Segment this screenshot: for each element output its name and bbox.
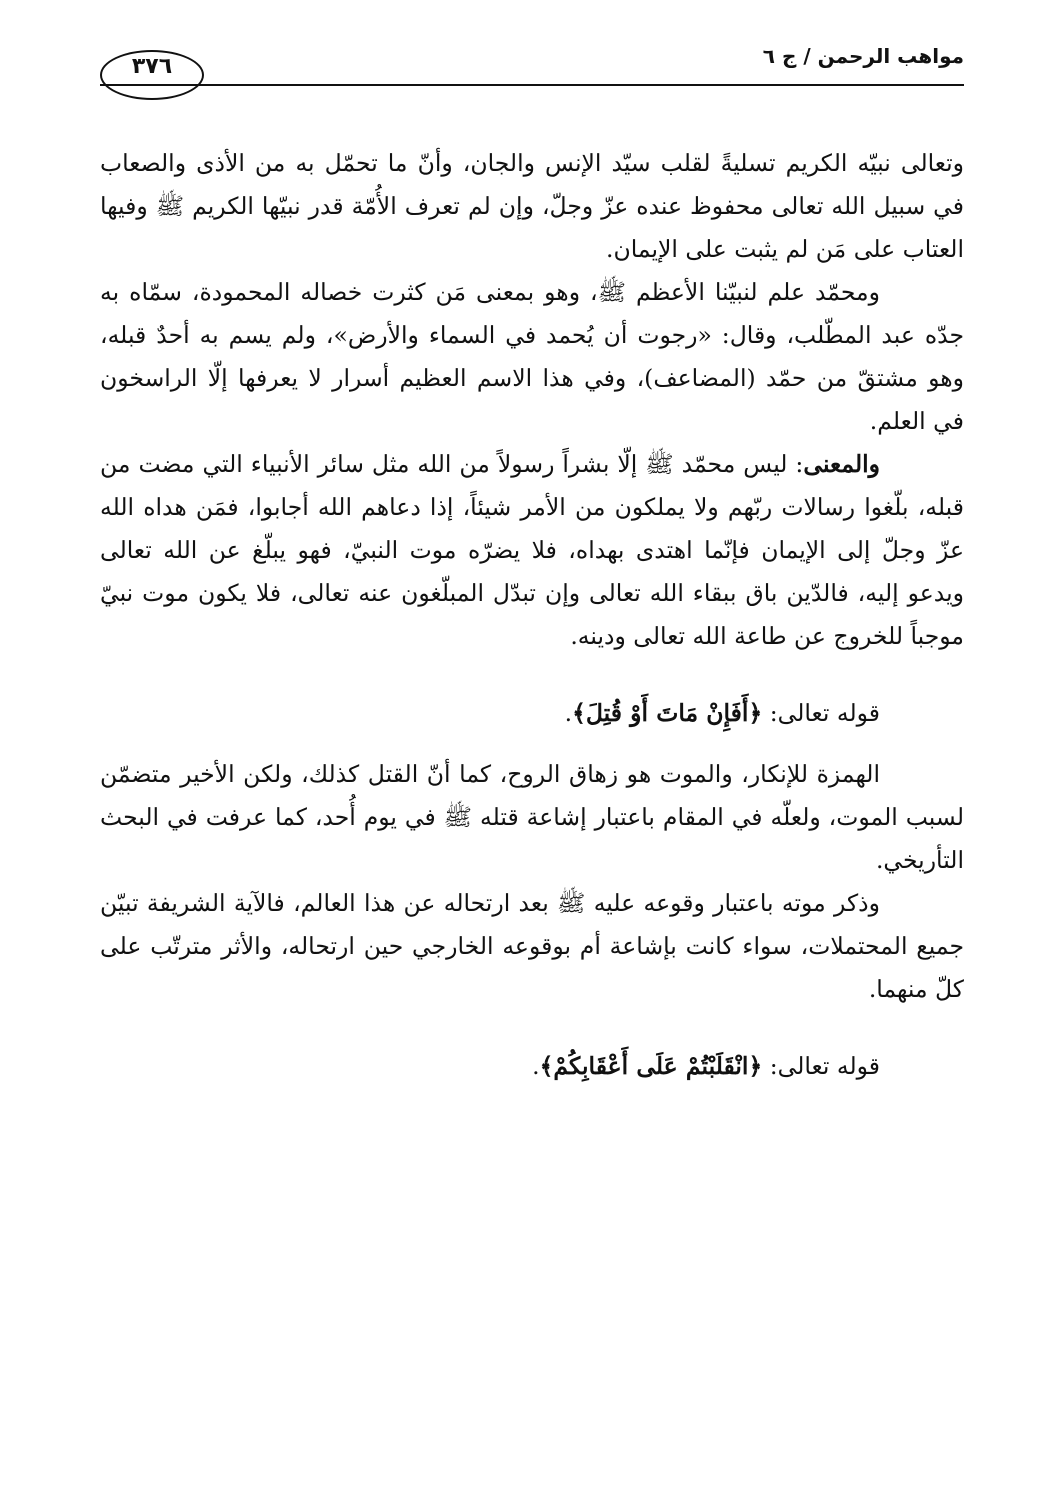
verse-heading-1-verse: ﴿أَفَإِنْ مَاتَ أَوْ قُتِلَ﴾ xyxy=(572,699,763,727)
running-title: مواهب الرحمن / ج ٦ xyxy=(762,44,964,68)
verse-heading-1-prefix: قوله تعالى: xyxy=(762,699,880,727)
paragraph-1: وتعالى نبيّه الكريم تسليةً لقلب سيّد الإنس والجان، وأنّ ما تحمّل به من الأذى والصعاب في سبيل الله تعالى محفوظ عنده عزّ وجلّ، وإن لم تعرف الأُمّة قدر نبيّها الكريم ﷺ وفيها العتاب على مَن لم يثبت على الإيمان. xyxy=(100,149,964,263)
paragraph-2: ومحمّد علم لنبيّنا الأعظم ﷺ، وهو بمعنى مَن كثرت خصاله المحمودة، سمّاه به جدّه عبد المطّلب، وقال: «رجوت أن يُحمد في السماء والأرض»، ولم يسم به أحدٌ قبله، وهو مشتقّ من حمّد (المضاعف)، وفي هذا الاسم العظيم أسرار لا يعرفها إلّا الراسخون في العلم. xyxy=(100,278,964,435)
verse-heading-2-verse: ﴿انْقَلَبْتُمْ عَلَى أَعْقَابِكُمْ﴾ xyxy=(539,1052,763,1080)
main-text xyxy=(100,142,964,1088)
paragraph-3-lead: والمعنى xyxy=(803,450,880,478)
verse-heading-2 xyxy=(100,1045,964,1088)
paragraph-5: وذكر موته باعتبار وقوعه عليه ﷺ بعد ارتحاله عن هذا العالم، فالآية الشريفة تبيّن جميع المحتملات، سواء كانت بإشاعة أم بوقوعه الخارجي حين ارتحاله، والأثر مترتّب على كلّ منهما. xyxy=(100,889,964,1003)
verse-heading-1-suffix: . xyxy=(564,699,573,727)
verse-heading-2-suffix: . xyxy=(532,1052,540,1080)
spacer xyxy=(100,735,964,753)
page-number: ٣٧٦ xyxy=(100,50,204,100)
header-rule xyxy=(100,84,964,86)
spacer xyxy=(100,1011,964,1045)
verse-heading-2-prefix: قوله تعالى: xyxy=(762,1052,880,1080)
paragraph-3 xyxy=(100,443,964,658)
paragraph-3-text: : ليس محمّد ﷺ إلّا بشراً رسولاً من الله مثل سائر الأنبياء التي مضت من قبله، بلّغوا رسالات ربّهم ولا يملكون من الأمر شيئاً، إذا دعاهم الله أجابوا، فمَن هداه الله عزّ وجلّ إلى الإيمان فإنّما اهتدى بهداه، فلا يضرّه موت النبيّ، فهو يبلّغ عن الله تعالى ويدعو إليه، فالدّين باق ببقاء الله تعالى وإن تبدّل المبلّغون عنه تعالى، فلا يكون موت نبيّ موجباً للخروج عن طاعة الله تعالى ودينه. xyxy=(100,450,964,650)
paragraph-4: الهمزة للإنكار، والموت هو زهاق الروح، كما أنّ القتل كذلك، ولكن الأخير متضمّن لسبب الموت، ولعلّه في المقام باعتبار إشاعة قتله ﷺ في يوم أُحد، كما عرفت في البحث التأريخي. xyxy=(100,760,964,874)
page-header xyxy=(100,40,964,86)
verse-heading-1 xyxy=(100,692,964,735)
spacer xyxy=(100,658,964,692)
